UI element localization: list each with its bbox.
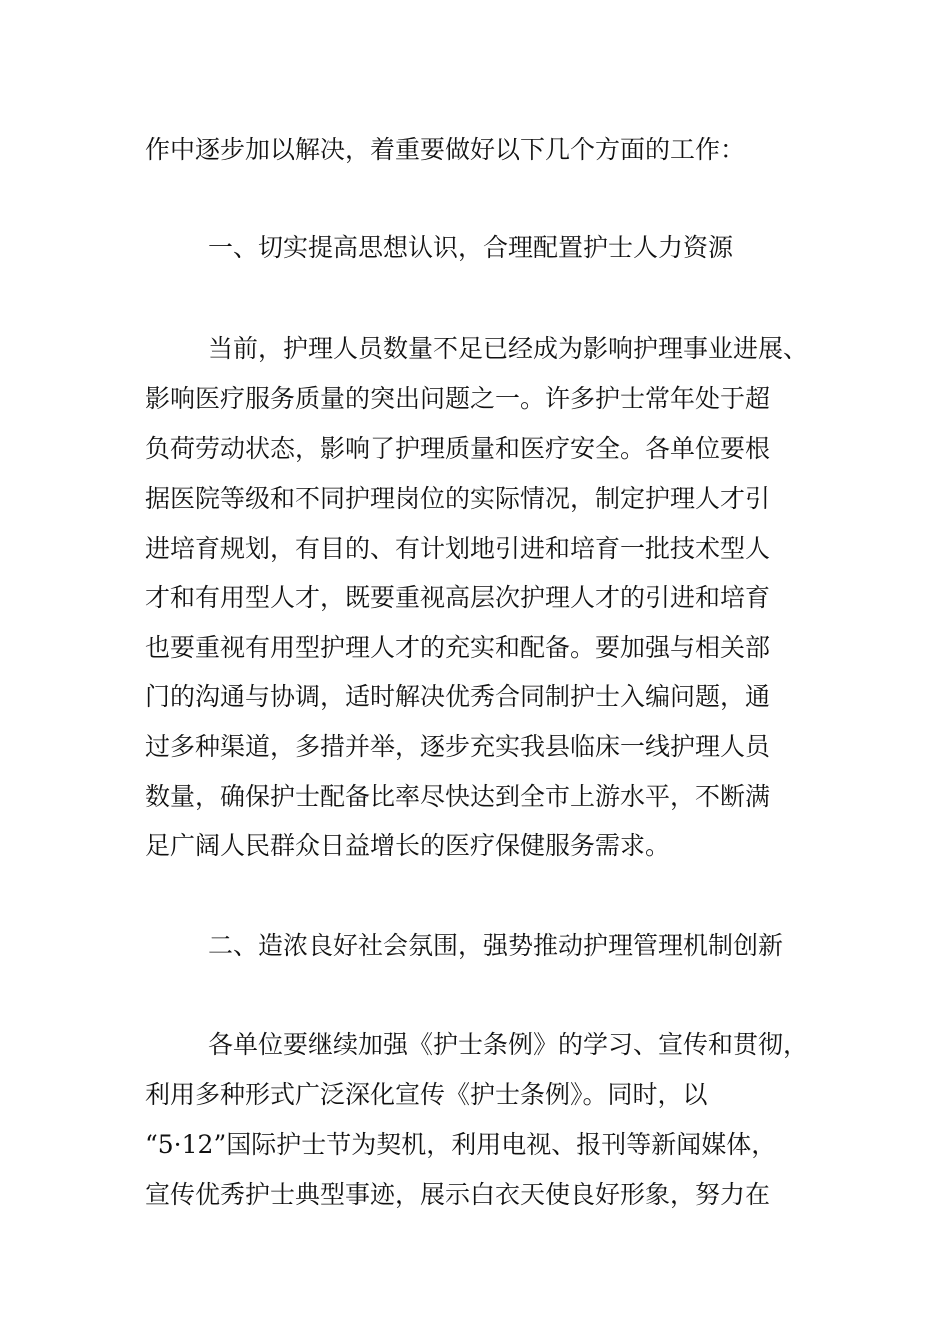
- paragraph-continuation-line: 作中逐步加以解决，着重要做好以下几个方面的工作：: [145, 135, 746, 164]
- paragraph-1-line-5: 进培育规划，有目的、有计划地引进和培育一批技术型人: [145, 534, 771, 563]
- paragraph-1-line-11: 足广阔人民群众日益增长的医疗保健服务需求。: [145, 831, 671, 860]
- section-heading-2: 二、造浓良好社会氛围，强势推动护理管理机制创新: [208, 931, 784, 960]
- paragraph-1-line-1: 当前，护理人员数量不足已经成为影响护理事业进展、: [208, 334, 809, 363]
- paragraph-2-line-4: 宣传优秀护士典型事迹，展示白衣天使良好形象，努力在: [145, 1180, 771, 1209]
- paragraph-2-line-1: 各单位要继续加强《护士条例》的学习、宣传和贯彻，: [208, 1030, 809, 1059]
- paragraph-1-line-4: 据医院等级和不同护理岗位的实际情况，制定护理人才引: [145, 484, 771, 513]
- paragraph-1-line-7: 也要重视有用型护理人才的充实和配备。要加强与相关部: [145, 633, 771, 662]
- paragraph-2-line-3: “5·12”国际护士节为契机，利用电视、报刊等新闻媒体，: [145, 1130, 777, 1159]
- paragraph-1-line-10: 数量，确保护士配备比率尽快达到全市上游水平，不断满: [145, 782, 771, 811]
- section-heading-1: 一、切实提高思想认识，合理配置护士人力资源: [208, 233, 734, 262]
- paragraph-1-line-9: 过多种渠道，多措并举，逐步充实我县临床一线护理人员: [145, 732, 771, 761]
- paragraph-1-line-6: 才和有用型人才，既要重视高层次护理人才的引进和培育: [145, 583, 771, 612]
- paragraph-1-line-3: 负荷劳动状态，影响了护理质量和医疗安全。各单位要根: [145, 434, 771, 463]
- paragraph-2-line-2: 利用多种形式广泛深化宣传《护士条例》。同时，以: [145, 1080, 708, 1109]
- paragraph-1-line-8: 门的沟通与协调，适时解决优秀合同制护士入编问题，通: [145, 682, 771, 711]
- paragraph-1-line-2: 影响医疗服务质量的突出问题之一。许多护士常年处于超: [145, 384, 771, 413]
